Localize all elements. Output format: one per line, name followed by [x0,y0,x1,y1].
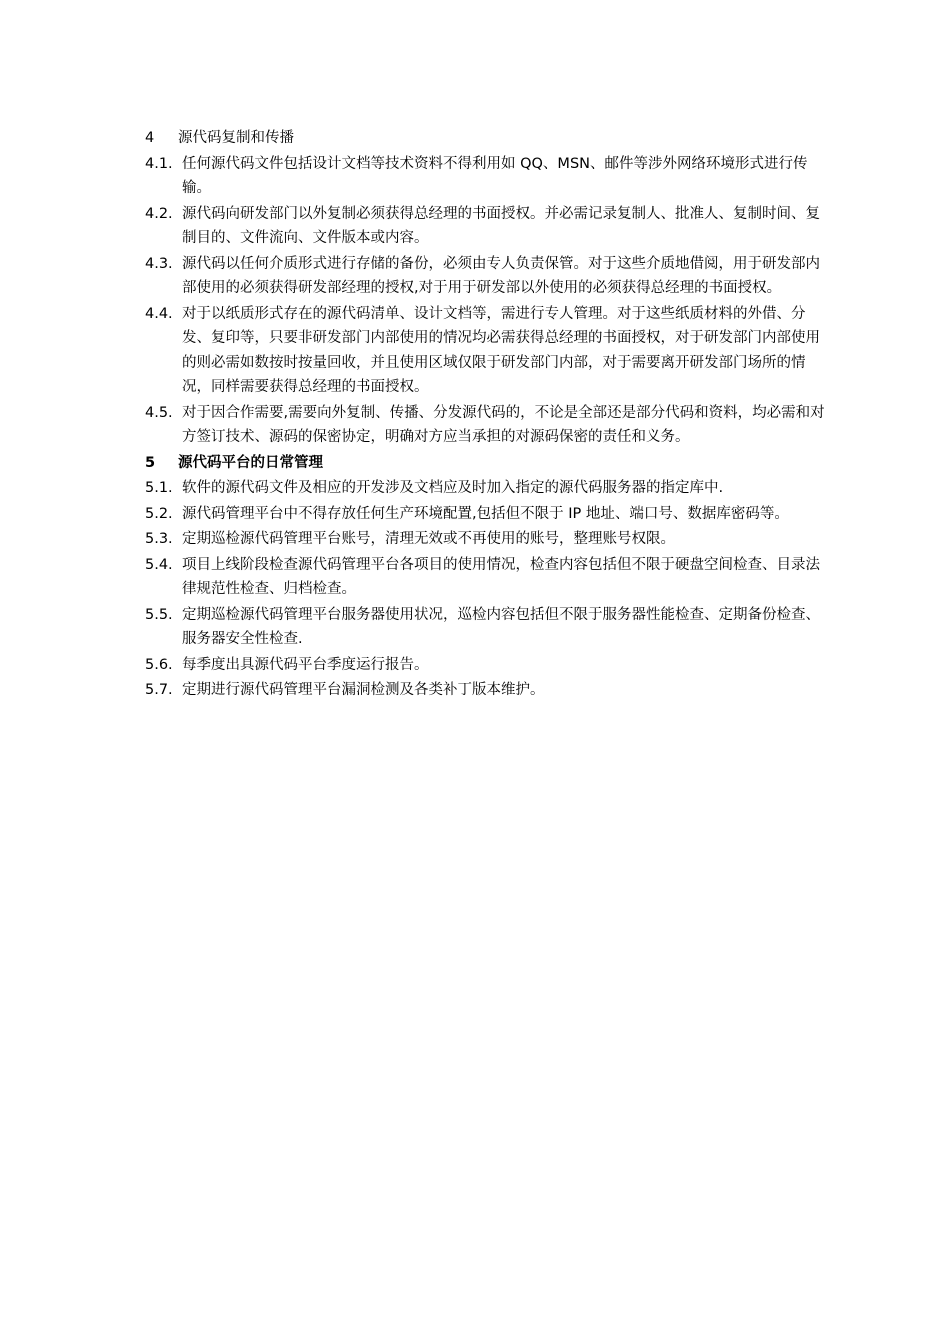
list-item [145,302,825,400]
document-page [145,126,825,704]
section-title: 源代码平台的日常管理 [178,454,323,471]
item-number: 5.2. [145,505,173,522]
item-text: 对于以纸质形式存在的源代码清单、设计文档等，需进行专人管理。对于这些纸质材料的外借、分发、复印等，只要非研发部门内部使用的情况均必需获得总经理的书面授权，对于研发部门内部使用的则必需如数按时按量回收，并且使用区域仅限于研发部门内部，对于需要离开研发部门场所的情况，同样需要获得总经理的书面授权。 [182,305,820,395]
list-item [145,653,825,678]
item-text: 定期巡检源代码管理平台账号，清理无效或不再使用的账号，整理账号权限。 [182,531,675,547]
item-number: 4.5. [145,404,173,421]
section-number: 4 [145,130,155,146]
item-number: 5.7. [145,682,173,698]
item-number: 5.1. [145,480,173,496]
section-heading-5 [145,451,825,476]
item-number: 5.6. [145,656,173,673]
item-number: 4.4. [145,305,173,322]
item-text: 任何源代码文件包括设计文档等技术资料不得利用如 QQ、MSN、邮件等涉外网络环境形式进行传输。 [182,155,808,196]
section-number: 5 [145,454,156,471]
item-number: 4.3. [145,255,173,272]
section-heading-4 [145,126,825,151]
section-title: 源代码复制和传播 [178,130,294,146]
item-text: 定期进行源代码管理平台漏洞检测及各类补丁版本维护。 [182,682,545,698]
item-number: 4.1. [145,155,173,172]
list-item [145,202,825,251]
item-text: 源代码管理平台中不得存放任何生产环境配置,包括但不限于 IP 地址、端口号、数据库密码等。 [182,505,789,522]
list-item [145,678,825,703]
item-text: 源代码以任何介质形式进行存储的备份，必须由专人负责保管。对于这些介质地借阅，用于研发部内部使用的必须获得研发部经理的授权,对于用于研发部以外使用的必须获得总经理的书面授权。 [182,255,820,296]
item-text: 源代码向研发部门以外复制必须获得总经理的书面授权。并必需记录复制人、批准人、复制时间、复制目的、文件流向、文件版本或内容。 [182,205,820,246]
item-number: 5.3. [145,531,173,547]
item-number: 4.2. [145,205,173,222]
item-number: 5.5. [145,606,173,623]
item-text: 项目上线阶段检查源代码管理平台各项目的使用情况，检查内容包括但不限于硬盘空间检查、目录法律规范性检查、归档检查。 [182,556,820,597]
list-item [145,252,825,301]
item-text: 定期巡检源代码管理平台服务器使用状况，巡检内容包括但不限于服务器性能检查、定期备份检查、服务器安全性检查. [182,606,820,647]
list-item [145,401,825,450]
list-item [145,527,825,552]
list-item [145,152,825,201]
item-number: 5.4. [145,556,173,573]
list-item [145,603,825,652]
item-text: 每季度出具源代码平台季度运行报告。 [182,656,429,673]
item-text: 软件的源代码文件及相应的开发涉及文档应及时加入指定的源代码服务器的指定库中. [182,480,724,496]
item-text: 对于因合作需要,需要向外复制、传播、分发源代码的，不论是全部还是部分代码和资料，均必需和对方签订技术、源码的保密协定，明确对方应当承担的对源码保密的责任和义务。 [182,404,825,445]
list-item [145,476,825,501]
list-item [145,502,825,527]
list-item [145,553,825,602]
